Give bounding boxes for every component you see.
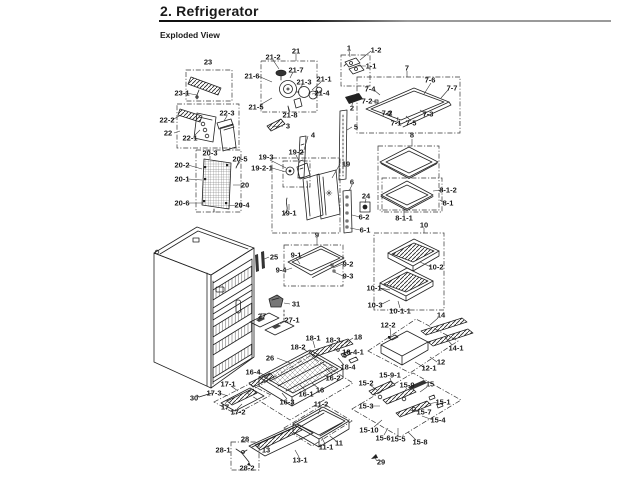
- part-label-19-2-1: 19-2-1: [251, 163, 273, 173]
- part-label-8-1-1: 8-1-1: [395, 213, 413, 223]
- part-label-15-6: 15-6: [375, 433, 391, 443]
- part-label-7-2: 7-2: [361, 96, 373, 106]
- part-label-22-3: 22-3: [219, 108, 235, 118]
- part-label-16-4: 16-4: [245, 367, 261, 377]
- part-label-21-8: 21-8: [282, 110, 298, 120]
- part-label-9-3: 9-3: [342, 271, 354, 281]
- part-label-18-4-1: 18-4-1: [342, 347, 364, 357]
- part-label-7-4: 7-4: [364, 84, 376, 94]
- part-label-28: 28: [240, 434, 250, 444]
- part-label-20-6: 20-6: [174, 198, 190, 208]
- part-label-15-4: 15-4: [430, 415, 446, 425]
- part-label-15-2: 15-2: [358, 378, 374, 388]
- part-label-21-5: 21-5: [248, 102, 264, 112]
- page-title: 2. Refrigerator: [160, 3, 259, 19]
- part-label-20: 20: [240, 180, 250, 190]
- part-label-11-1: 11-1: [318, 442, 334, 452]
- part-label-20-3: 20-3: [202, 148, 218, 158]
- part-label-10-1-1: 10-1-1: [389, 306, 411, 316]
- part-label-7-5: 7-5: [405, 118, 417, 128]
- part-label-9-1: 9-1: [290, 250, 302, 260]
- part-label-21-4: 21-4: [314, 88, 330, 98]
- part-label-6: 6: [349, 177, 355, 187]
- part-label-7-2: 7-2: [381, 108, 393, 118]
- part-label-15: 15: [425, 379, 435, 389]
- part-label-21: 21: [291, 46, 301, 56]
- part-label-20-1: 20-1: [174, 174, 190, 184]
- part-label-1: 1: [346, 43, 352, 53]
- part-label-25: 25: [269, 252, 279, 262]
- part-label-18: 18: [353, 332, 363, 342]
- part-label-21-6: 21-6: [244, 71, 260, 81]
- part-label-1-2: 1-2: [370, 45, 382, 55]
- part-label-8: 8: [409, 130, 415, 140]
- part-label-15-10: 15-10: [359, 425, 379, 435]
- part-label-20-4: 20-4: [234, 200, 250, 210]
- part-label-8-1-2: 8-1-2: [439, 185, 457, 195]
- part-label-21-2: 21-2: [265, 52, 281, 62]
- part-label-15-9-1: 15-9-1: [379, 370, 401, 380]
- part-label-18-2: 18-2: [290, 342, 306, 352]
- part-label-28-1: 28-1: [215, 445, 231, 455]
- part-label-7-7: 7-7: [446, 83, 458, 93]
- part-label-2: 2: [349, 103, 355, 113]
- part-label-1-1: 1-1: [365, 61, 377, 71]
- part-label-19-2: 19-2: [288, 147, 304, 157]
- part-label-5: 5: [353, 122, 359, 132]
- part-label-16-3: 16-3: [279, 397, 295, 407]
- part-label-19: 19: [341, 159, 351, 169]
- part-label-19-3: 19-3: [258, 152, 274, 162]
- part-label-27: 27: [257, 311, 267, 321]
- part-label-12-2: 12-2: [380, 320, 396, 330]
- part-label-22-2: 22-2: [159, 115, 175, 125]
- part-label-10-2: 10-2: [428, 262, 444, 272]
- part-label-18-4: 18-4: [340, 362, 356, 372]
- part-label-15-5: 15-5: [390, 434, 406, 444]
- part-label-23-1: 23-1: [174, 88, 190, 98]
- part-label-14-1: 14-1: [448, 343, 464, 353]
- part-label-7-1: 7-1: [390, 118, 402, 128]
- part-label-20-2: 20-2: [174, 160, 190, 170]
- part-label-9-4: 9-4: [275, 265, 287, 275]
- part-label-3: 3: [285, 121, 291, 131]
- part-label-18-1: 18-1: [305, 333, 321, 343]
- part-label-4: 4: [310, 130, 316, 140]
- part-label-31: 31: [291, 299, 301, 309]
- part-label-15-9: 15-9: [399, 380, 415, 390]
- part-label-7: 7: [404, 63, 410, 73]
- exploded-view-heading: Exploded View: [160, 30, 220, 40]
- part-label-21-7: 21-7: [288, 65, 304, 75]
- part-label-11: 11: [335, 438, 343, 448]
- part-label-16-2: 16-2: [325, 373, 341, 383]
- part-label-13-1: 13-1: [292, 455, 308, 465]
- part-label-11-2: 11-2: [313, 399, 329, 409]
- part-label-28-2: 28-2: [239, 463, 255, 473]
- part-label-17-2: 17-2: [230, 407, 246, 417]
- part-label-8-1: 8-1: [442, 198, 454, 208]
- part-label-7-6: 7-6: [424, 75, 436, 85]
- part-label-18-3: 18-3: [325, 335, 341, 345]
- part-label-9: 9: [314, 230, 320, 240]
- part-label-15-7: 15-7: [416, 407, 432, 417]
- part-label-12-1: 12-1: [421, 363, 437, 373]
- part-label-22: 22: [163, 128, 173, 138]
- part-label-20-5: 20-5: [232, 154, 248, 164]
- part-label-16: 16: [315, 385, 325, 395]
- part-label-22-1: 22-1: [182, 133, 198, 143]
- part-label-17-3: 17-3: [206, 388, 222, 398]
- part-label-21-1: 21-1: [316, 74, 332, 84]
- part-label-27-1: 27-1: [284, 315, 300, 325]
- part-label-12: 12: [436, 357, 446, 367]
- part-label-16-1: 16-1: [298, 389, 314, 399]
- part-label-10-1: 10-1: [366, 283, 382, 293]
- part-label-14: 14: [436, 310, 446, 320]
- part-label-15-3: 15-3: [358, 401, 374, 411]
- part-label-17: 17: [220, 402, 230, 412]
- part-label-9-2: 9-2: [342, 259, 354, 269]
- part-label-19-1: 19-1: [281, 208, 297, 218]
- part-label-7-3: 7-3: [422, 109, 434, 119]
- part-label-29: 29: [376, 457, 386, 467]
- part-label-13: 13: [261, 445, 271, 455]
- part-label-17-1: 17-1: [220, 379, 236, 389]
- part-label-26: 26: [265, 353, 275, 363]
- part-label-15-8: 15-8: [412, 437, 428, 447]
- part-label-30: 30: [189, 393, 199, 403]
- part-label-10-3: 10-3: [367, 300, 383, 310]
- part-label-15-1: 15-1: [435, 397, 451, 407]
- part-label-10: 10: [419, 220, 429, 230]
- part-label-6-2: 6-2: [358, 212, 370, 222]
- part-label-21-3: 21-3: [296, 77, 312, 87]
- part-label-24: 24: [361, 191, 371, 201]
- part-label-23: 23: [203, 57, 213, 67]
- part-label-6-1: 6-1: [359, 225, 371, 235]
